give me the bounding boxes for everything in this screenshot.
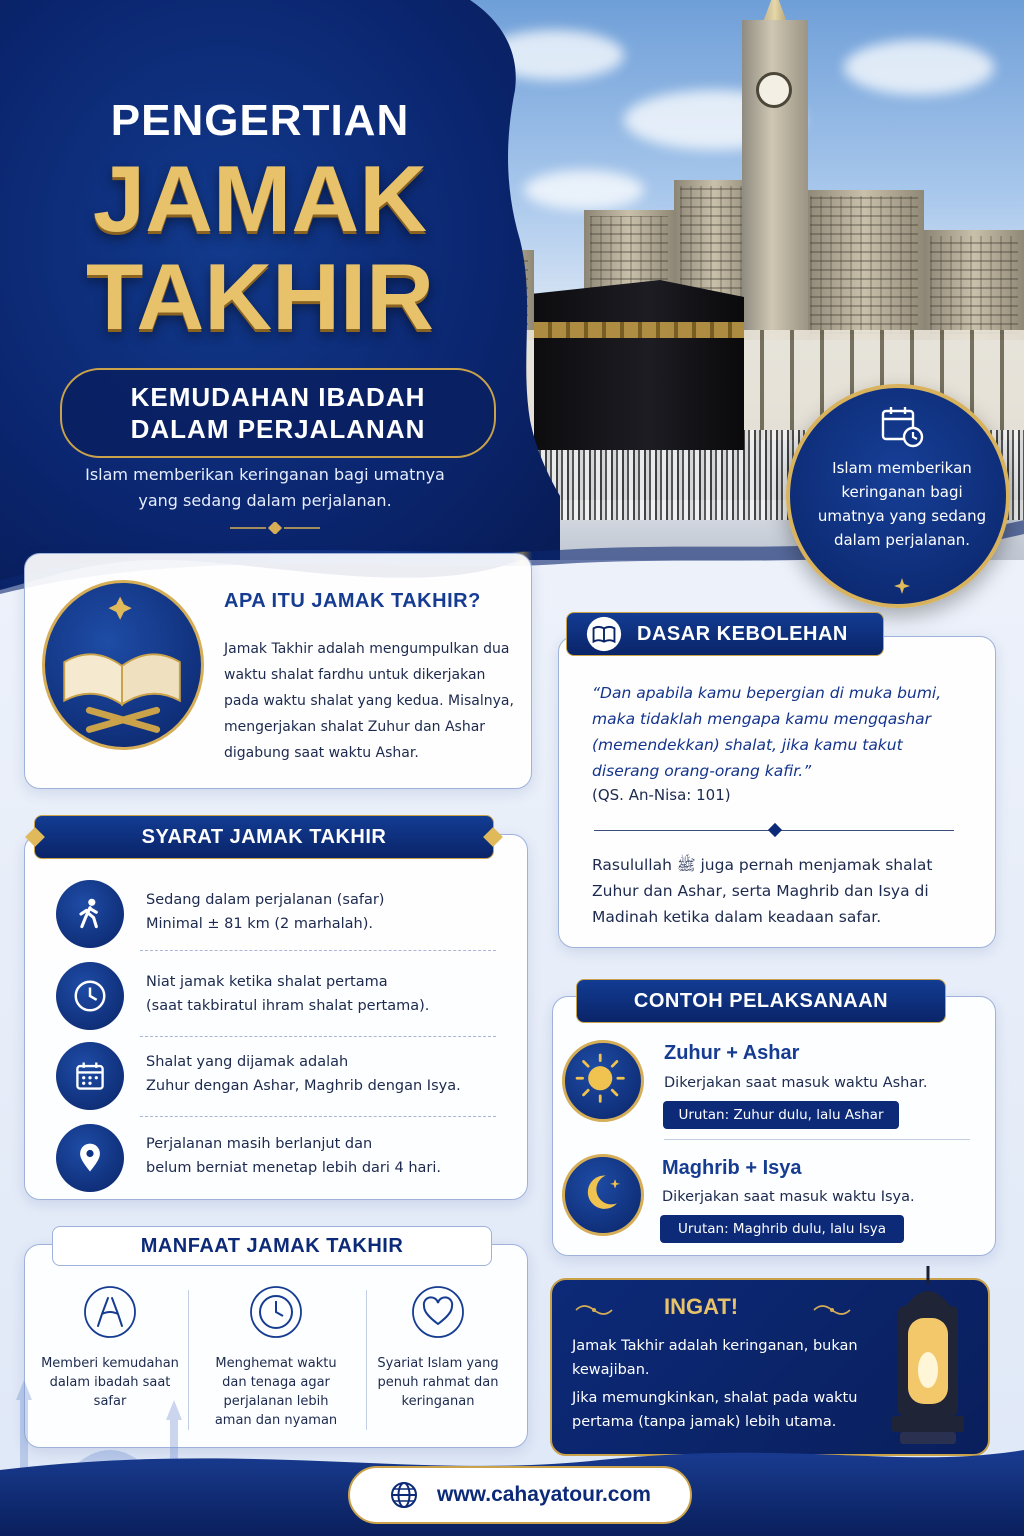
dasar-reference: (QS. An-Nisa: 101): [592, 786, 731, 804]
hero-title: [30, 146, 490, 349]
contoh-item-name: Zuhur + Ashar: [664, 1042, 800, 1064]
book-icon: [585, 615, 623, 653]
dasar-hadith: Rasulullah ﷺ juga pernah menjamak shalat Zuhur dan Ashar, serta Maghrib dan Isya di Madinah ketika dalam keadaan safar.: [592, 856, 933, 926]
syarat-item-line2: (saat takbiratul ihram shalat pertama).: [146, 998, 430, 1014]
hero-title-line1: JAMAK: [92, 146, 428, 251]
heart-icon: [410, 1284, 466, 1340]
calendar-clock-icon: [880, 404, 924, 448]
quran-illustration: [42, 580, 204, 750]
manfaat-title: MANFAAT JAMAK TAKHIR: [140, 1234, 404, 1257]
badge-text: Islam memberikan keringanan bagi umatnya yang sedang dalam perjalanan.: [817, 459, 987, 549]
ornament-left-icon: [574, 1302, 614, 1318]
contoh-item-desc: Dikerjakan saat masuk waktu Isya.: [662, 1189, 915, 1205]
syarat-item: [56, 962, 496, 1042]
praying-hands-icon: [82, 1284, 138, 1340]
manfaat-item: [368, 1284, 508, 1411]
apa-title: APA ITU JAMAK TAKHIR?: [224, 590, 481, 612]
syarat-item: [56, 1042, 496, 1122]
clock-icon: [56, 962, 124, 1030]
apa-text: Jamak Takhir adalah mengumpulkan dua waktu shalat fardhu untuk dikerjakan pada waktu shalat yang kedua. Misalnya, mengerjakan shalat Zuhur dan Ashar digabung saat waktu Ashar.: [224, 641, 514, 761]
open-book-icon: [45, 583, 201, 747]
location-pin-icon: [56, 1124, 124, 1192]
manfaat-item-text: Menghemat waktu dan tenaga agar perjalanan lebih aman dan nyaman: [214, 1356, 338, 1428]
ingat-line2: Jika memungkinkan, shalat pada waktu pertama (tanpa jamak) lebih utama.: [572, 1390, 858, 1430]
star-ornament-icon: [894, 578, 910, 594]
syarat-item: [56, 880, 496, 960]
contoh-item-desc: Dikerjakan saat masuk waktu Ashar.: [664, 1075, 928, 1091]
calendar-icon: [56, 1042, 124, 1110]
globe-icon: [389, 1480, 419, 1510]
contoh-title: CONTOH PELAKSANAAN: [633, 989, 889, 1012]
hero-ribbon: [60, 368, 496, 458]
contoh-banner: [576, 979, 946, 1023]
contoh-item-name: Maghrib + Isya: [662, 1157, 802, 1179]
ingat-text: [572, 1334, 892, 1434]
lantern-icon: [876, 1266, 980, 1466]
manfaat-banner: [52, 1226, 492, 1266]
ingat-title: INGAT!: [664, 1294, 739, 1319]
moon-icon: [562, 1154, 644, 1236]
dasar-banner: [566, 612, 884, 656]
manfaat-item-text: Syariat Islam yang penuh rahmat dan keringanan: [377, 1356, 499, 1409]
hero-subtitle-line1: Islam memberikan keringanan bagi umatnya: [85, 465, 445, 484]
dasar-quote: “Dan apabila kamu bepergian di muka bumi, maka tidaklah mengapa kamu mengqashar (memendekkan) shalat, jika kamu takut diserang orang-orang kafir.”: [592, 684, 942, 780]
syarat-item-line1: Shalat yang dijamak adalah: [146, 1054, 349, 1070]
ornament-divider: [230, 522, 320, 534]
ingat-line1: Jamak Takhir adalah keringanan, bukan kewajiban.: [572, 1338, 858, 1378]
sun-icon: [562, 1040, 644, 1122]
manfaat-item-text: Memberi kemudahan dalam ibadah saat safar: [41, 1356, 179, 1409]
hero-subtitle-line2: yang sedang dalam perjalanan.: [138, 491, 392, 510]
dasar-title: DASAR KEBOLEHAN: [637, 622, 848, 645]
hero-badge: [786, 384, 1010, 608]
hero-title-line2: TAKHIR: [85, 244, 435, 349]
walking-person-icon: [56, 880, 124, 948]
contoh-order-badge: Urutan: Maghrib dulu, lalu Isya: [660, 1215, 904, 1243]
hero-pre-title: PENGERTIAN: [110, 96, 410, 145]
website-url[interactable]: www.cahayatour.com: [437, 1483, 651, 1506]
syarat-item: [56, 1124, 496, 1204]
syarat-item-line2: Minimal ± 81 km (2 marhalah).: [146, 916, 374, 932]
contoh-order-badge: Urutan: Zuhur dulu, lalu Ashar: [663, 1101, 899, 1129]
hero-subtitle: [50, 462, 480, 514]
syarat-item-line2: Zuhur dengan Ashar, Maghrib dengan Isya.: [146, 1078, 461, 1094]
syarat-item-line1: Niat jamak ketika shalat pertama: [146, 974, 388, 990]
syarat-item-line2: belum berniat menetap lebih dari 4 hari.: [146, 1160, 442, 1176]
ribbon-line1: KEMUDAHAN IBADAH: [130, 382, 426, 412]
syarat-item-line1: Sedang dalam perjalanan (safar): [146, 892, 385, 908]
syarat-title: SYARAT JAMAK TAKHIR: [141, 825, 387, 848]
clock-icon: [248, 1284, 304, 1340]
website-button[interactable]: [348, 1466, 692, 1524]
ornament-right-icon: [812, 1302, 852, 1318]
ribbon-line2: DALAM PERJALANAN: [130, 414, 426, 444]
syarat-item-line1: Perjalanan masih berlanjut dan: [146, 1136, 373, 1152]
syarat-banner: [34, 815, 494, 859]
